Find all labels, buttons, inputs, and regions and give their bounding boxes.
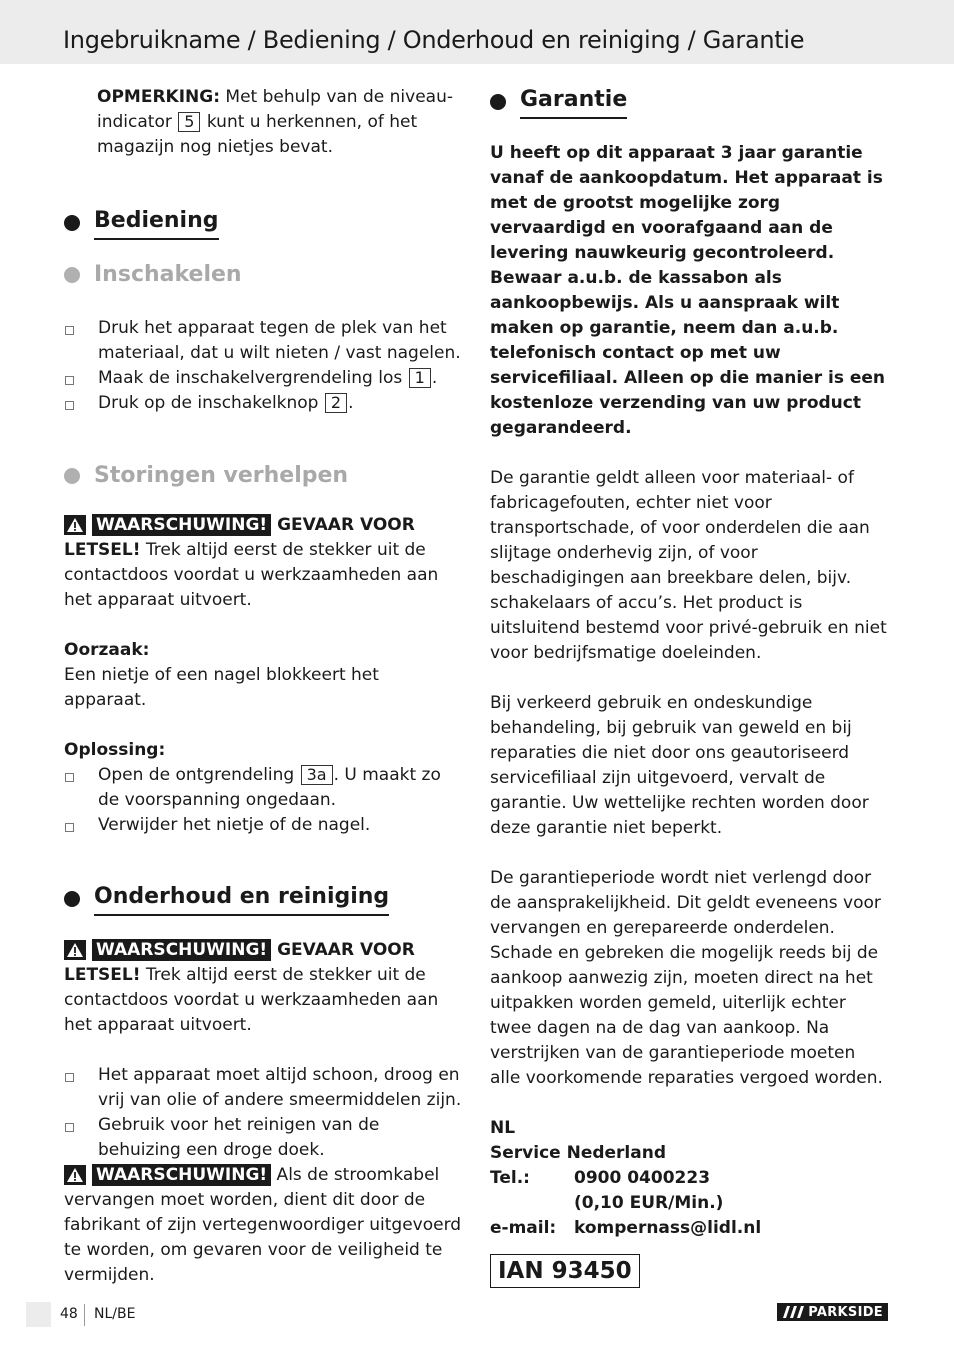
list-item — [64, 813, 464, 838]
ref-3a: 3a — [301, 765, 333, 785]
checkbox-bullet-icon — [65, 773, 74, 782]
garantie-paragraph: De garantie geldt alleen voor materiaal- of fabricagefouten, echter niet voor transportschade, of voor onderdelen die aan slijtage onderhevig zijn, of voor beschadigingen aan breekbare delen, bijv. schakelaars of accu’s. Het product is uitsluitend bestemd voor privé-gebruik en niet voor bedrijfsmatige doeleinden. — [490, 468, 887, 663]
step-text: Druk het apparaat tegen de plek van het materiaal, dat u wilt nieten / vast nagelen. — [98, 318, 461, 363]
step-text: Open de ontgrendeling — [98, 765, 300, 785]
page-title: Ingebruikname / Bediening / Onderhoud en reiniging / Garantie — [63, 26, 805, 54]
note-paragraph — [97, 85, 467, 160]
oplossing-list — [64, 763, 464, 838]
heading-inschakelen-text: Inschakelen — [94, 262, 242, 287]
footer-square — [26, 1302, 51, 1327]
list-item — [64, 1113, 464, 1163]
oorzaak-label: Oorzaak: — [64, 640, 150, 660]
country-code: NL — [490, 1118, 516, 1138]
list-item — [64, 1063, 464, 1113]
heading-bediening — [64, 206, 464, 240]
warning-1 — [64, 513, 464, 613]
step-text-b: . U maakt zo de voorspanning ongedaan. — [98, 765, 441, 810]
warning-2 — [64, 938, 464, 1038]
heading-bediening-text: Bediening — [94, 206, 219, 240]
tel-value: 0900 0400223 — [574, 1168, 711, 1188]
step-text-b: . — [348, 393, 354, 413]
step-text: Verwijder het nietje of de nagel. — [98, 815, 371, 835]
email-row — [490, 1216, 890, 1241]
bullet-dot-icon — [64, 891, 80, 907]
ref-5: 5 — [178, 112, 200, 132]
checkbox-bullet-icon — [65, 376, 74, 385]
email-value: kompernass@lidl.nl — [574, 1218, 762, 1238]
step-text: Druk op de inschakelknop — [98, 393, 324, 413]
bullet-dot-icon — [64, 215, 80, 231]
tel-cost-row — [490, 1191, 890, 1216]
left-column — [64, 85, 464, 1288]
step-text: Maak de inschakelvergrendeling los — [98, 368, 408, 388]
checkbox-bullet-icon — [65, 1073, 74, 1082]
bullet-dot-icon — [490, 94, 506, 110]
ian-number: IAN 93450 — [490, 1254, 640, 1288]
heading-onderhoud — [64, 882, 464, 916]
service-name: Service Nederland — [490, 1143, 667, 1163]
page-number: 48 — [60, 1306, 78, 1322]
warning-bold: GEVAAR VOOR LETSEL! — [64, 940, 415, 985]
logo-stripes-icon — [783, 1306, 805, 1318]
garantie-intro: U heeft op dit apparaat 3 jaar garantie vanaf de aankoopdatum. Het apparaat is met de grootst mogelijke zorg vervaardigd en voorafgaand aan de levering nauwkeurig gecontroleerd. Bewaar a.u.b. de kassabon als aankoopbewijs. Als u aanspraak wilt maken op garantie, neem dan a.u.b. telefonisch contact op met uw servicefiliaal. Alleen op die manier is een kostenloze verzending van uw product gegarandeerd. — [490, 143, 886, 438]
list-item — [64, 763, 464, 813]
footer-divider — [84, 1304, 85, 1326]
oorzaak-text: Een nietje of een nagel blokkeert het apparaat. — [64, 665, 379, 710]
warning-triangle-icon — [64, 940, 86, 960]
list-item — [64, 316, 464, 366]
right-column — [490, 85, 890, 1288]
step-text: Gebruik voor het reinigen van de behuizing een droge doek. — [98, 1115, 380, 1160]
warning-label: WAARSCHUWING! — [92, 939, 271, 961]
warning-text: Trek altijd eerst de stekker uit de contactdoos voordat u werkzaamheden aan het apparaat uitvoert. — [64, 965, 439, 1035]
heading-storingen — [64, 461, 464, 491]
heading-garantie — [490, 85, 890, 119]
tel-label: Tel.: — [490, 1168, 530, 1188]
warning-text: Als de stroomkabel vervangen moet worden, dient dit door de fabrikant of zijn vertegenwoordiger uitgevoerd te worden, om gevaren voor de veiligheid te vermijden. — [64, 1165, 462, 1285]
note-text-b: kunt u herkennen, of het magazijn nog nietjes bevat. — [97, 112, 418, 157]
checkbox-bullet-icon — [65, 823, 74, 832]
oplossing-label: Oplossing: — [64, 740, 166, 760]
tel-row — [490, 1166, 890, 1191]
inschakelen-list — [64, 316, 464, 416]
checkbox-bullet-icon — [65, 1123, 74, 1132]
warning-triangle-icon — [64, 515, 86, 535]
warning-label: WAARSCHUWING! — [92, 514, 271, 536]
warning-triangle-icon — [64, 1165, 86, 1185]
ref-1: 1 — [409, 368, 431, 388]
email-label: e-mail: — [490, 1218, 557, 1238]
warning-bold: GEVAAR VOOR LETSEL! — [64, 515, 415, 560]
footer-locale: NL/BE — [94, 1306, 136, 1322]
step-text: Het apparaat moet altijd schoon, droog en vrij van olie of andere smeermiddelen zijn. — [98, 1065, 462, 1110]
onderhoud-list — [64, 1063, 464, 1163]
warning-3 — [64, 1163, 464, 1288]
list-item — [64, 391, 464, 416]
checkbox-bullet-icon — [65, 401, 74, 410]
logo-text: PARKSIDE — [808, 1304, 883, 1320]
heading-garantie-text: Garantie — [520, 85, 627, 119]
warning-label: WAARSCHUWING! — [92, 1164, 271, 1186]
heading-inschakelen — [64, 260, 464, 290]
garantie-paragraph: De garantieperiode wordt niet verlengd door de aansprakelijkheid. Dit geldt eveneens voor vervangen en gerepareerde onderdelen. Schade en gebreken die mogelijk reeds bij de aankoop aanwezig zijn, moeten direct na het uitpakken worden gemeld, uiterlijk echter twee dagen na de dag van aankoop. Na verstrijken van de garantieperiode moeten alle voorkomende reparaties vergoed worden. — [490, 868, 883, 1088]
parkside-logo — [777, 1303, 888, 1321]
ref-2: 2 — [325, 393, 347, 413]
list-item — [64, 366, 464, 391]
note-label: OPMERKING: — [97, 87, 221, 107]
bullet-dot-icon — [64, 267, 80, 283]
note-text-a: Met behulp van de niveau-indicator — [97, 87, 453, 132]
heading-storingen-text: Storingen verhelpen — [94, 463, 349, 488]
tel-cost: (0,10 EUR/Min.) — [574, 1193, 724, 1213]
checkbox-bullet-icon — [65, 326, 74, 335]
step-text-b: . — [431, 368, 438, 388]
bullet-dot-icon — [64, 468, 80, 484]
warning-text: Trek altijd eerst de stekker uit de contactdoos voordat u werkzaamheden aan het apparaat uitvoert. — [64, 540, 439, 610]
heading-onderhoud-text: Onderhoud en reiniging — [94, 882, 389, 916]
garantie-paragraph: Bij verkeerd gebruik en ondeskundige behandeling, bij gebruik van geweld en bij reparaties die niet door ons geautoriseerd servicefiliaal zijn uitgevoerd, vervalt de garantie. Uw wettelijke rechten worden door deze garantie niet beperkt. — [490, 693, 869, 838]
